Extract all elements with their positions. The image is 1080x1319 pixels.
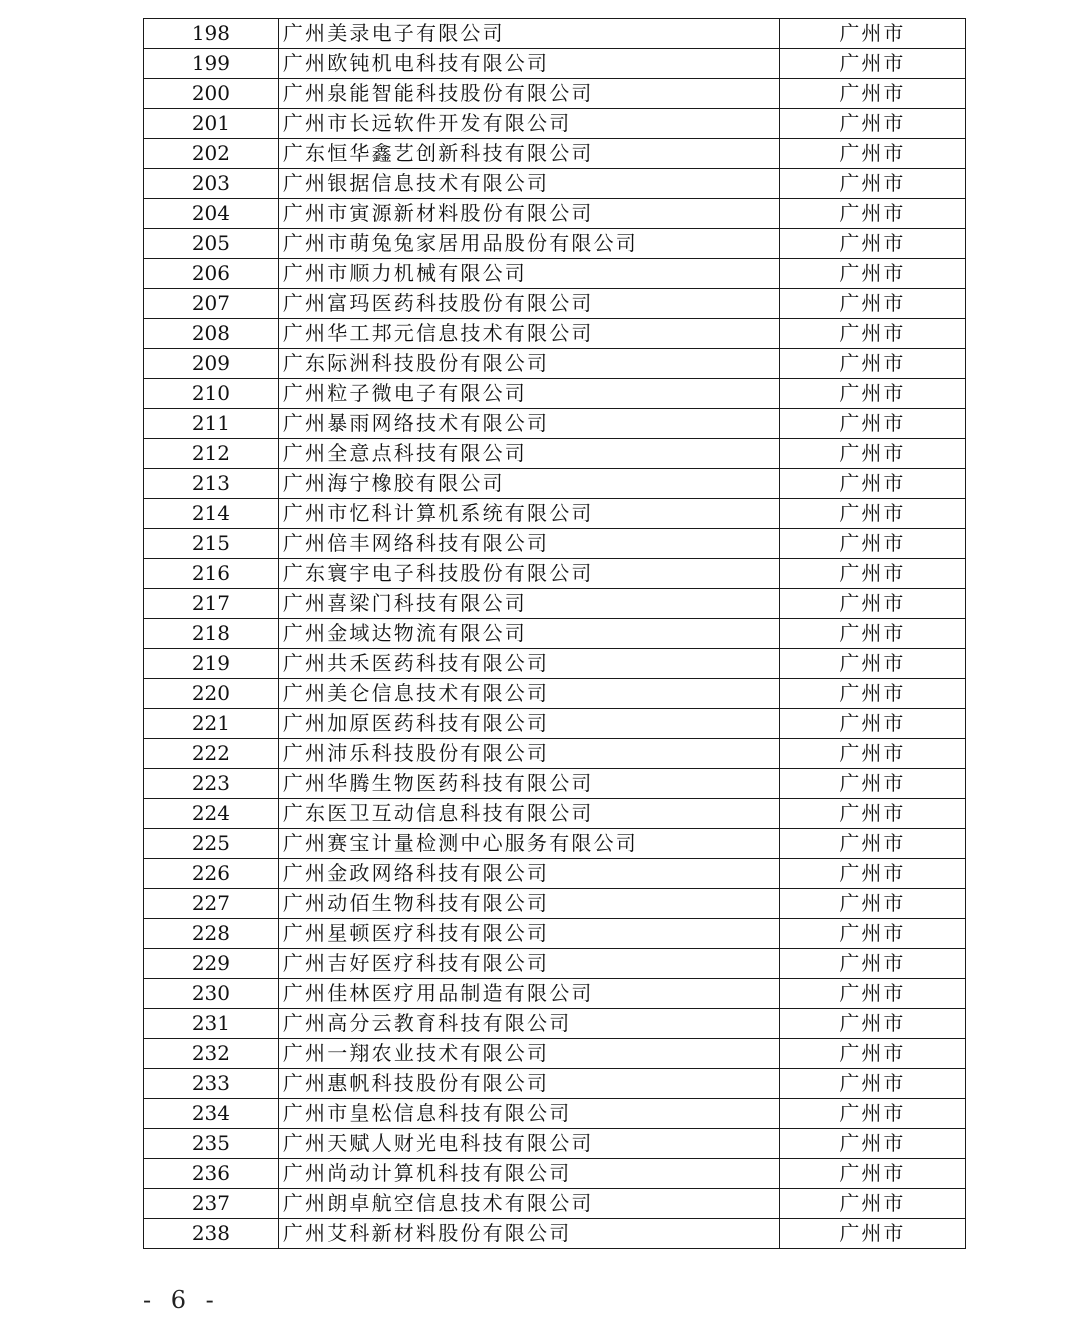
city-cell: 广州市 (779, 19, 965, 49)
company-name-cell: 广州华腾生物医药科技有限公司 (278, 769, 779, 799)
table-row (144, 1219, 966, 1249)
row-number-cell: 205 (144, 229, 279, 259)
table-row (144, 679, 966, 709)
row-number-cell: 208 (144, 319, 279, 349)
table-row (144, 799, 966, 829)
company-name-cell: 广州华工邦元信息技术有限公司 (278, 319, 779, 349)
row-number-cell: 236 (144, 1159, 279, 1189)
company-name-cell: 广州市寅源新材料股份有限公司 (278, 199, 779, 229)
company-name-cell: 广州喜梁门科技有限公司 (278, 589, 779, 619)
company-name-cell: 广东恒华鑫艺创新科技有限公司 (278, 139, 779, 169)
row-number-cell: 237 (144, 1189, 279, 1219)
row-number-cell: 221 (144, 709, 279, 739)
row-number-cell: 225 (144, 829, 279, 859)
city-cell: 广州市 (779, 319, 965, 349)
company-name-cell: 广州市皇松信息科技有限公司 (278, 1099, 779, 1129)
table-row (144, 919, 966, 949)
row-number-cell: 238 (144, 1219, 279, 1249)
table-row (144, 379, 966, 409)
city-cell: 广州市 (779, 859, 965, 889)
row-number-cell: 226 (144, 859, 279, 889)
company-name-cell: 广州佳林医疗用品制造有限公司 (278, 979, 779, 1009)
table-row (144, 1039, 966, 1069)
city-cell: 广州市 (779, 139, 965, 169)
table-row (144, 349, 966, 379)
city-cell: 广州市 (779, 1219, 965, 1249)
city-cell: 广州市 (779, 649, 965, 679)
city-cell: 广州市 (779, 559, 965, 589)
row-number-cell: 200 (144, 79, 279, 109)
city-cell: 广州市 (779, 919, 965, 949)
table-row (144, 109, 966, 139)
city-cell: 广州市 (779, 79, 965, 109)
city-cell: 广州市 (779, 109, 965, 139)
city-cell: 广州市 (779, 499, 965, 529)
company-name-cell: 广东寰宇电子科技股份有限公司 (278, 559, 779, 589)
city-cell: 广州市 (779, 349, 965, 379)
row-number-cell: 233 (144, 1069, 279, 1099)
company-name-cell: 广州市忆科计算机系统有限公司 (278, 499, 779, 529)
row-number-cell: 224 (144, 799, 279, 829)
city-cell: 广州市 (779, 889, 965, 919)
city-cell: 广州市 (779, 709, 965, 739)
city-cell: 广州市 (779, 469, 965, 499)
row-number-cell: 198 (144, 19, 279, 49)
company-name-cell: 广州共禾医药科技有限公司 (278, 649, 779, 679)
row-number-cell: 223 (144, 769, 279, 799)
table-row (144, 139, 966, 169)
city-cell: 广州市 (779, 799, 965, 829)
table-row (144, 499, 966, 529)
table-row (144, 259, 966, 289)
row-number-cell: 202 (144, 139, 279, 169)
table-row (144, 559, 966, 589)
company-name-cell: 广州市顺力机械有限公司 (278, 259, 779, 289)
row-number-cell: 199 (144, 49, 279, 79)
row-number-cell: 220 (144, 679, 279, 709)
table-row (144, 199, 966, 229)
table-row (144, 19, 966, 49)
row-number-cell: 207 (144, 289, 279, 319)
city-cell: 广州市 (779, 1159, 965, 1189)
table-row (144, 949, 966, 979)
row-number-cell: 215 (144, 529, 279, 559)
city-cell: 广州市 (779, 1099, 965, 1129)
city-cell: 广州市 (779, 769, 965, 799)
table-row (144, 829, 966, 859)
table-body (144, 19, 966, 1249)
company-name-cell: 广州市长远软件开发有限公司 (278, 109, 779, 139)
city-cell: 广州市 (779, 1069, 965, 1099)
table-row (144, 859, 966, 889)
row-number-cell: 210 (144, 379, 279, 409)
company-name-cell: 广州欧钝机电科技有限公司 (278, 49, 779, 79)
table-row (144, 439, 966, 469)
city-cell: 广州市 (779, 1189, 965, 1219)
row-number-cell: 222 (144, 739, 279, 769)
city-cell: 广州市 (779, 409, 965, 439)
table-row (144, 469, 966, 499)
row-number-cell: 216 (144, 559, 279, 589)
page-number: - 6 - (143, 1286, 220, 1314)
company-name-cell: 广州海宁橡胶有限公司 (278, 469, 779, 499)
company-name-cell: 广东际洲科技股份有限公司 (278, 349, 779, 379)
table-row (144, 979, 966, 1009)
table-row (144, 169, 966, 199)
city-cell: 广州市 (779, 169, 965, 199)
city-cell: 广州市 (779, 589, 965, 619)
table-row (144, 1159, 966, 1189)
row-number-cell: 235 (144, 1129, 279, 1159)
city-cell: 广州市 (779, 949, 965, 979)
row-number-cell: 230 (144, 979, 279, 1009)
city-cell: 广州市 (779, 1039, 965, 1069)
city-cell: 广州市 (779, 289, 965, 319)
company-name-cell: 广州艾科新材料股份有限公司 (278, 1219, 779, 1249)
table-row (144, 229, 966, 259)
city-cell: 广州市 (779, 49, 965, 79)
company-name-cell: 广州全意点科技有限公司 (278, 439, 779, 469)
table-row (144, 289, 966, 319)
table-row (144, 649, 966, 679)
row-number-cell: 232 (144, 1039, 279, 1069)
company-name-cell: 广州尚动计算机科技有限公司 (278, 1159, 779, 1189)
row-number-cell: 231 (144, 1009, 279, 1039)
row-number-cell: 214 (144, 499, 279, 529)
company-name-cell: 广州惠帆科技股份有限公司 (278, 1069, 779, 1099)
city-cell: 广州市 (779, 739, 965, 769)
company-name-cell: 广州富玛医药科技股份有限公司 (278, 289, 779, 319)
table-row (144, 1189, 966, 1219)
row-number-cell: 228 (144, 919, 279, 949)
row-number-cell: 213 (144, 469, 279, 499)
row-number-cell: 206 (144, 259, 279, 289)
table-row (144, 739, 966, 769)
company-name-cell: 广州高分云教育科技有限公司 (278, 1009, 779, 1039)
table-row (144, 1069, 966, 1099)
company-name-cell: 广州动佰生物科技有限公司 (278, 889, 779, 919)
table-row (144, 409, 966, 439)
city-cell: 广州市 (779, 229, 965, 259)
table-row (144, 619, 966, 649)
city-cell: 广州市 (779, 979, 965, 1009)
company-name-cell: 广州市萌兔兔家居用品股份有限公司 (278, 229, 779, 259)
row-number-cell: 234 (144, 1099, 279, 1129)
city-cell: 广州市 (779, 1009, 965, 1039)
table-row (144, 769, 966, 799)
city-cell: 广州市 (779, 1129, 965, 1159)
table-row (144, 589, 966, 619)
company-list-table (143, 18, 966, 1249)
company-name-cell: 广州金域达物流有限公司 (278, 619, 779, 649)
city-cell: 广州市 (779, 259, 965, 289)
row-number-cell: 211 (144, 409, 279, 439)
table-row (144, 529, 966, 559)
company-name-cell: 广州沛乐科技股份有限公司 (278, 739, 779, 769)
company-name-cell: 广州银据信息技术有限公司 (278, 169, 779, 199)
table-row (144, 1099, 966, 1129)
city-cell: 广州市 (779, 679, 965, 709)
row-number-cell: 229 (144, 949, 279, 979)
company-name-cell: 广州美仑信息技术有限公司 (278, 679, 779, 709)
company-name-cell: 广州吉好医疗科技有限公司 (278, 949, 779, 979)
company-name-cell: 广州粒子微电子有限公司 (278, 379, 779, 409)
company-name-cell: 广州一翔农业技术有限公司 (278, 1039, 779, 1069)
company-name-cell: 广州赛宝计量检测中心服务有限公司 (278, 829, 779, 859)
company-name-cell: 广州泉能智能科技股份有限公司 (278, 79, 779, 109)
city-cell: 广州市 (779, 379, 965, 409)
company-name-cell: 广州倍丰网络科技有限公司 (278, 529, 779, 559)
row-number-cell: 209 (144, 349, 279, 379)
row-number-cell: 203 (144, 169, 279, 199)
row-number-cell: 218 (144, 619, 279, 649)
city-cell: 广州市 (779, 529, 965, 559)
city-cell: 广州市 (779, 619, 965, 649)
company-name-cell: 广州天赋人财光电科技有限公司 (278, 1129, 779, 1159)
company-name-cell: 广州星顿医疗科技有限公司 (278, 919, 779, 949)
company-name-cell: 广州金政网络科技有限公司 (278, 859, 779, 889)
row-number-cell: 212 (144, 439, 279, 469)
table-row (144, 709, 966, 739)
city-cell: 广州市 (779, 829, 965, 859)
company-name-cell: 广州暴雨网络技术有限公司 (278, 409, 779, 439)
company-name-cell: 广州朗卓航空信息技术有限公司 (278, 1189, 779, 1219)
table-row (144, 1129, 966, 1159)
table-row (144, 889, 966, 919)
table-row (144, 319, 966, 349)
row-number-cell: 219 (144, 649, 279, 679)
row-number-cell: 217 (144, 589, 279, 619)
city-cell: 广州市 (779, 199, 965, 229)
row-number-cell: 204 (144, 199, 279, 229)
row-number-cell: 227 (144, 889, 279, 919)
table-row (144, 1009, 966, 1039)
table-row (144, 49, 966, 79)
company-name-cell: 广州加原医药科技有限公司 (278, 709, 779, 739)
table-row (144, 79, 966, 109)
company-name-cell: 广东医卫互动信息科技有限公司 (278, 799, 779, 829)
row-number-cell: 201 (144, 109, 279, 139)
city-cell: 广州市 (779, 439, 965, 469)
company-name-cell: 广州美录电子有限公司 (278, 19, 779, 49)
